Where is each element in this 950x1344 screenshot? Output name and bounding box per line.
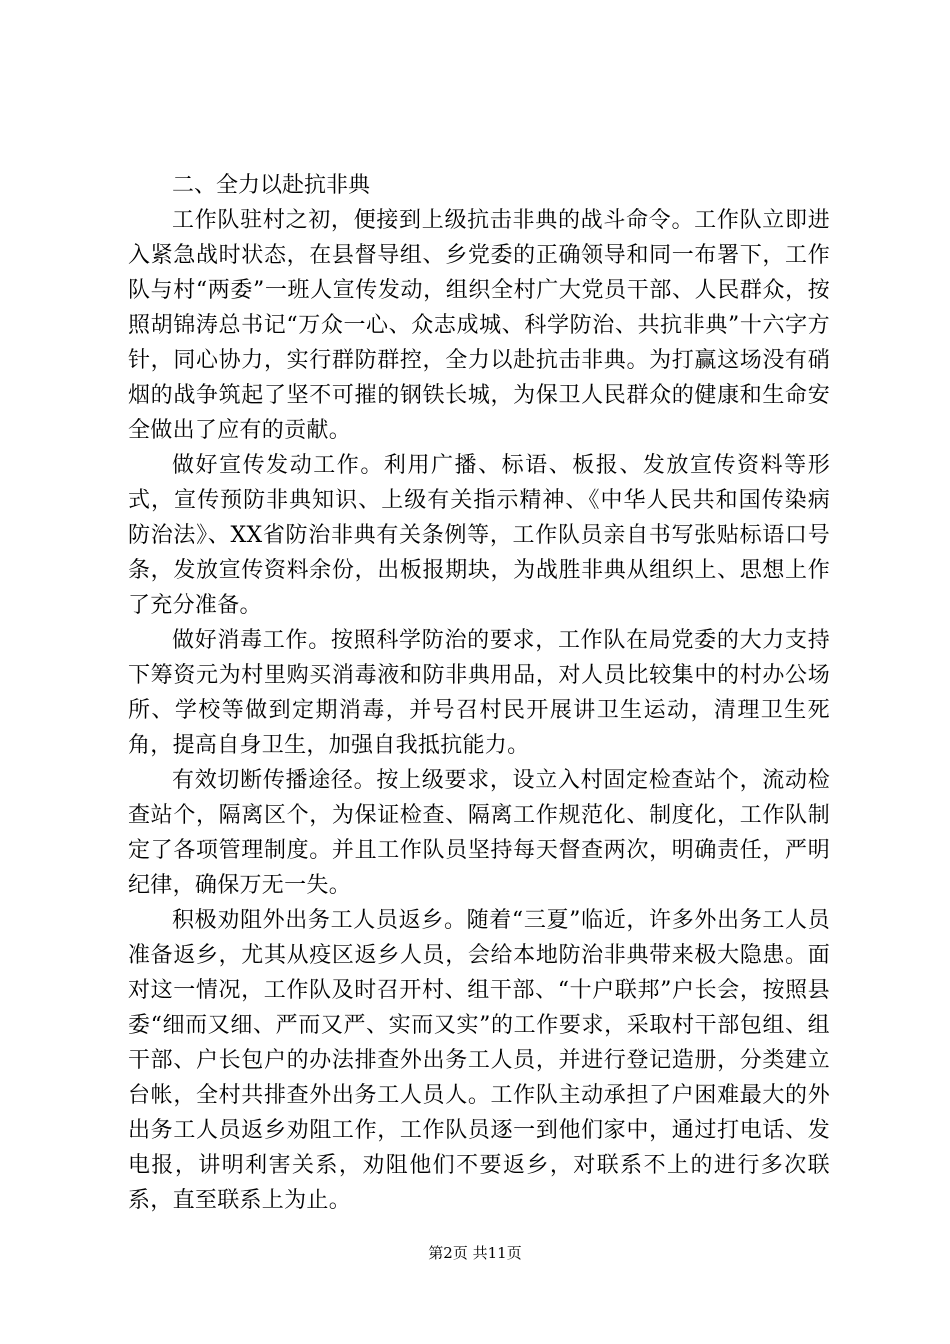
paragraph-intro: 工作队驻村之初，便接到上级抗击非典的战斗命令。工作队立即进入紧急战时状态，在县督导组、乡党委的正确领导和同一布署下，工作队与村“两委”一班人宣传发动，组织全村广大党员干部、人民群众，按照胡锦涛总书记“万众一心、众志成城、科学防治、共抗非典”十六字方针，同心协力，实行群防群控，全力以赴抗击非典。为打赢这场没有硝烟的战争筑起了坚不可摧的钢铁长城，为保卫人民群众的健康和生命安全做出了应有的贡献。 bbox=[128, 208, 830, 443]
paragraph-disinfection: 做好消毒工作。按照科学防治的要求，工作队在局党委的大力支持下筹资元为村里购买消毒液和防非典用品，对人员比较集中的村办公场所、学校等做到定期消毒，并号召村民开展讲卫生运动，清理卫生死角，提高自身卫生，加强自我抵抗能力。 bbox=[128, 628, 830, 758]
paragraph-migrant-workers: 积极劝阻外出务工人员返乡。随着“三夏”临近，许多外出务工人员准备返乡，尤其从疫区返乡人员，会给本地防治非典带来极大隐患。面对这一情况，工作队及时召开村、组干部、“十户联邦”户长会，按照县委“细而又细、严而又严、实而又实”的工作要求，采取村干部包组、组干部、户长包户的办法排查外出务工人员，并进行登记造册，分类建立台帐，全村共排查外出务工人员人。工作队主动承担了户困难最大的外出务工人员返乡劝阻工作，工作队员逐一到他们家中，通过打电话、发电报，讲明利害关系，劝阻他们不要返乡，对联系不上的进行多次联系，直至联系上为止。 bbox=[128, 908, 830, 1213]
page-number-footer: 第2页 共11页 bbox=[428, 1244, 522, 1262]
section-heading: 二、全力以赴抗非典 bbox=[172, 173, 371, 198]
paragraph-transmission: 有效切断传播途径。按上级要求，设立入村固定检查站个，流动检查站个，隔离区个，为保证检查、隔离工作规范化、制度化，工作队制定了各项管理制度。并且工作队员坚持每天督查两次，明确责任，严明纪律，确保万无一失。 bbox=[128, 768, 830, 898]
paragraph-publicity: 做好宣传发动工作。利用广播、标语、板报、发放宣传资料等形式，宣传预防非典知识、上级有关指示精神、《中华人民共和国传染病防治法》、XX省防治非典有关条例等，工作队员亲自书写张贴标语口号条，发放宣传资料余份，出板报期块，为战胜非典从组织上、思想上作了充分准备。 bbox=[128, 453, 830, 618]
document-body bbox=[128, 168, 830, 1218]
